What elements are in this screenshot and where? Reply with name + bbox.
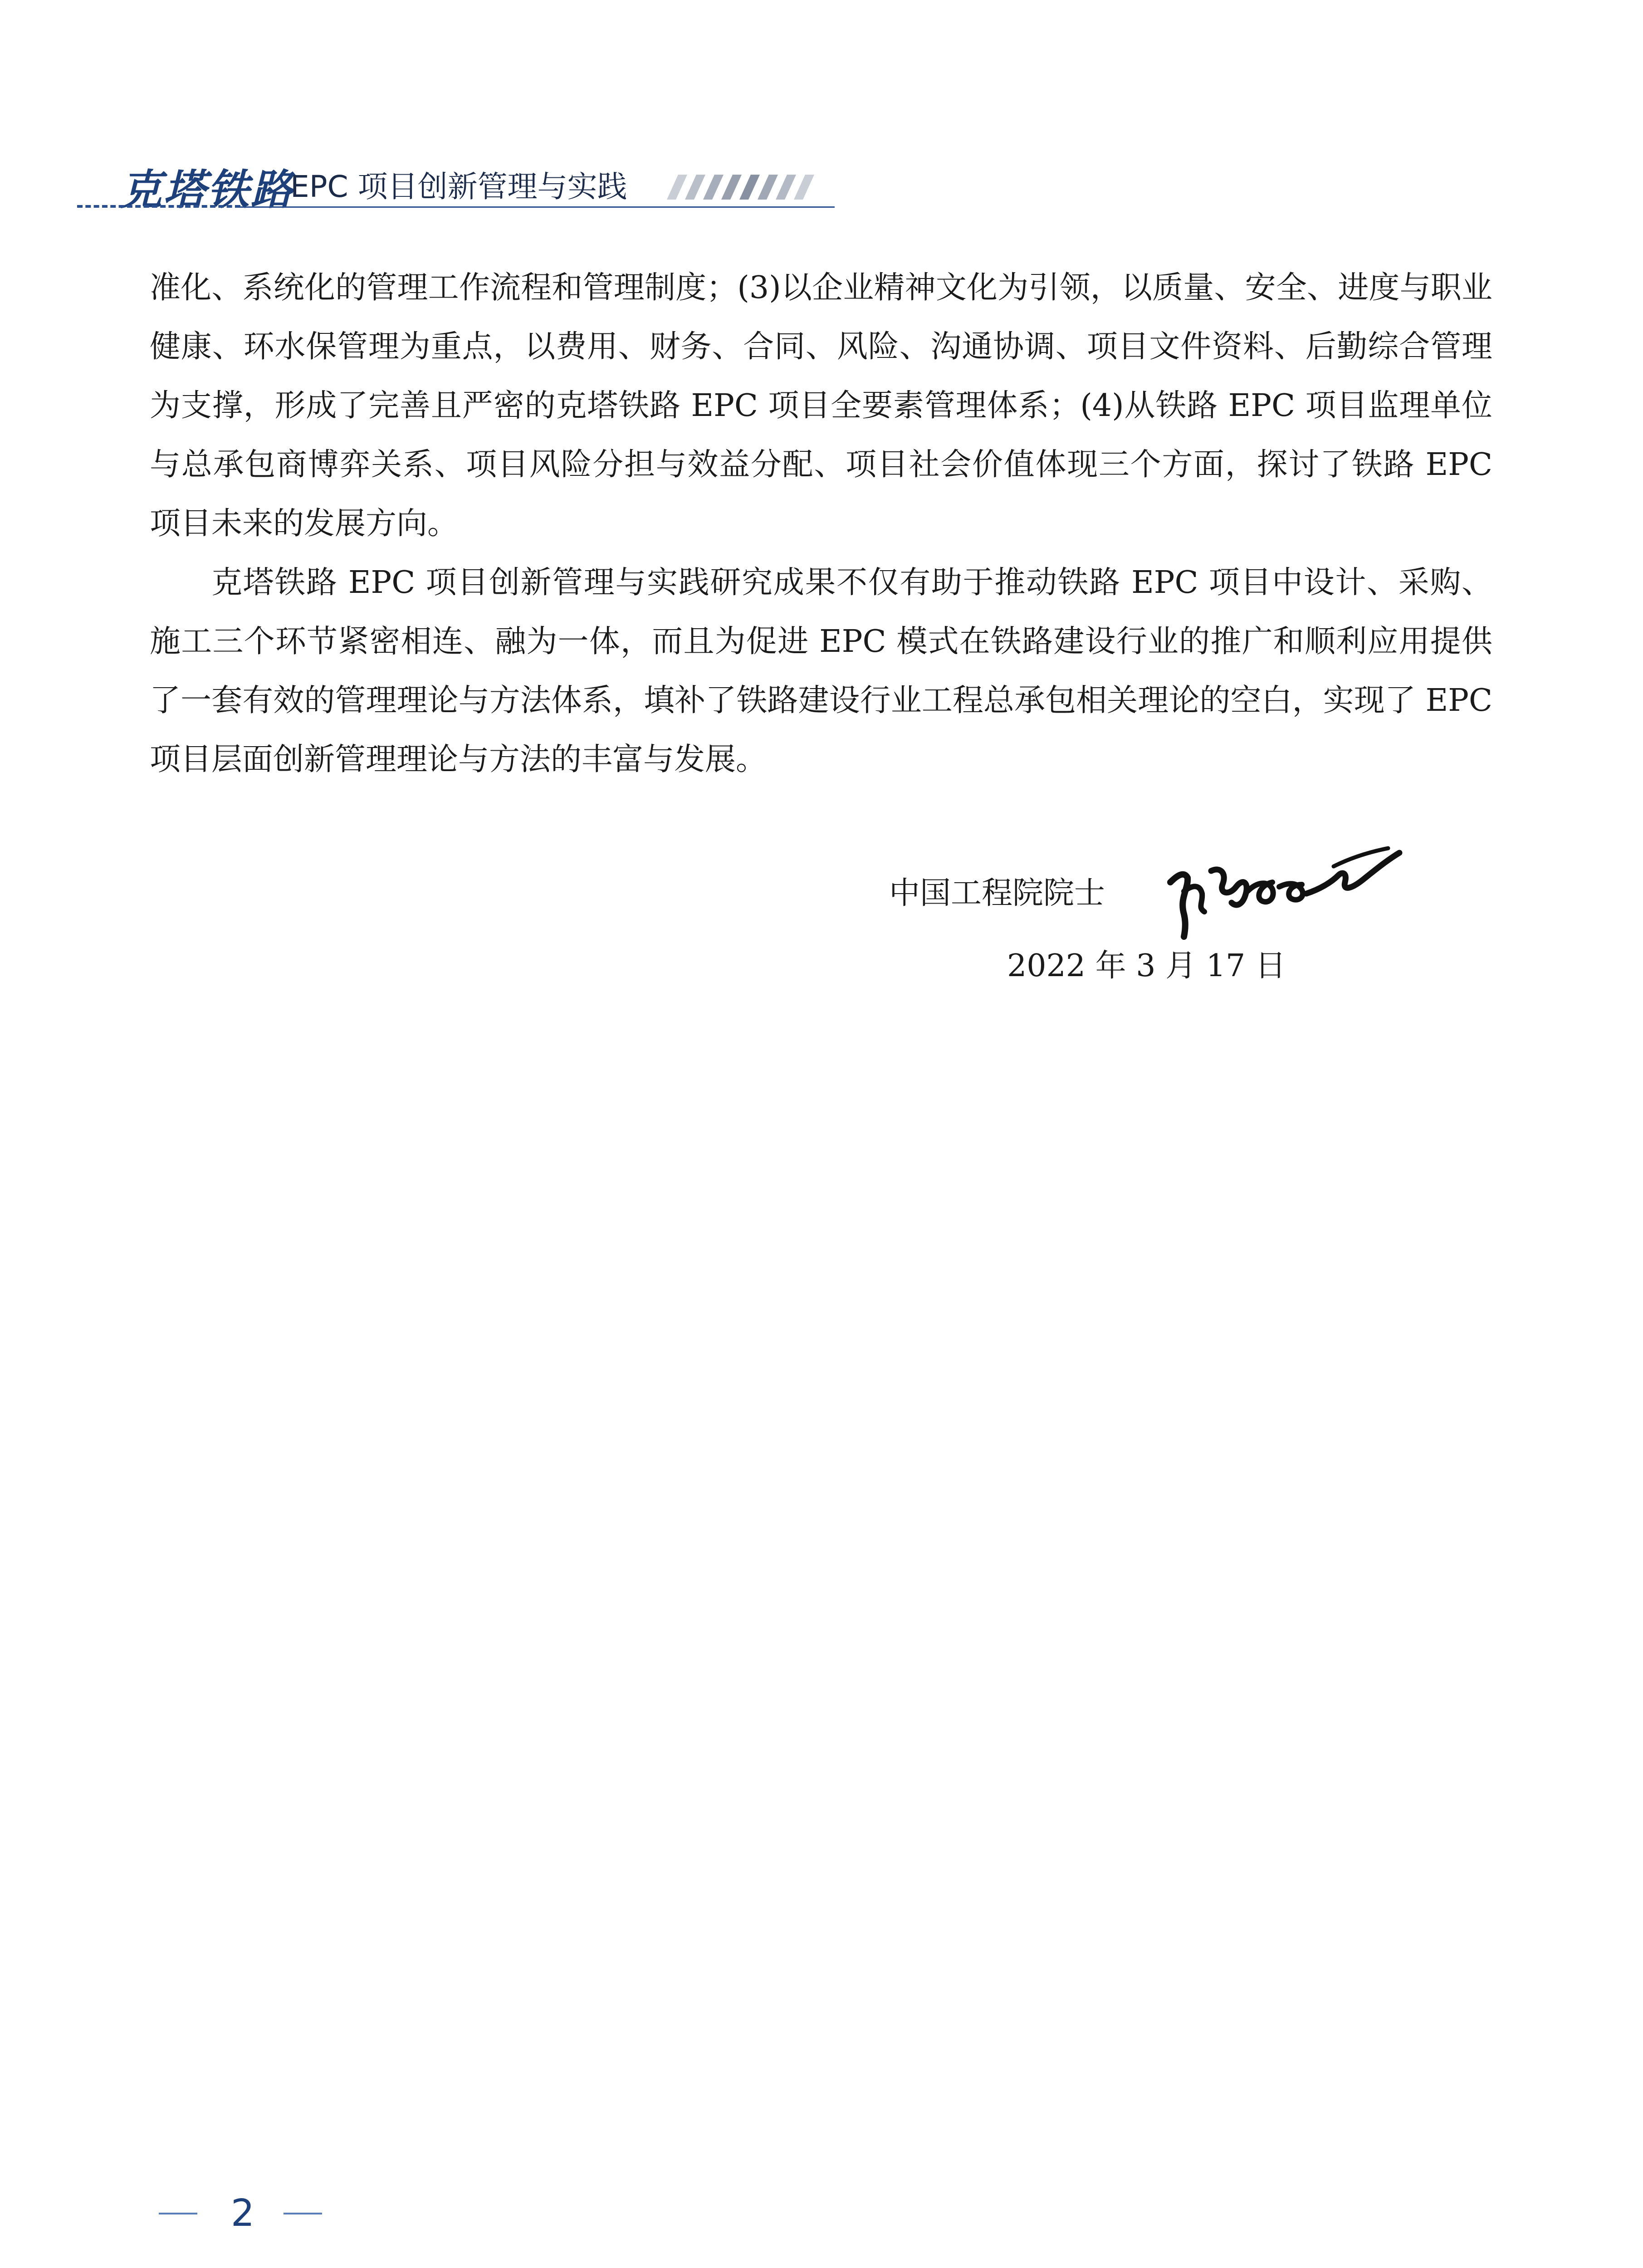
page-number: 2 [230,2192,255,2235]
header-thin-rule [240,206,835,208]
footer-dash-right [284,2213,322,2214]
header-stripes-decoration [653,175,821,200]
header-book-title: 克塔铁路 [120,165,295,214]
footer-dash-left [159,2213,197,2214]
handwritten-signature [1152,839,1406,943]
signatory-title: 中国工程院院士 [889,875,1105,911]
header-dashed-rule [77,205,240,208]
body-text [150,259,1492,789]
page-footer [159,2191,340,2236]
running-header [77,150,758,222]
header-book-subtitle: EPC 项目创新管理与实践 [290,169,627,204]
paragraph-continued: 准化、系统化的管理工作流程和管理制度；(3)以企业精神文化为引领，以质量、安全、进度与职业健康、环水保管理为重点，以费用、财务、合同、风险、沟通协调、项目文件资料、后勤综合管理为支撑，形成了完善且严密的克塔铁路 EPC 项目全要素管理体系；(4)从铁路 EPC 项目监理单位与总承包商博弈关系、项目风险分担与效益分配、项目社会价值体现三个方面，探讨了铁路 EPC 项目未来的发展方向。 [150,270,1492,542]
paragraph-conclusion: 克塔铁路 EPC 项目创新管理与实践研究成果不仅有助于推动铁路 EPC 项目中设计、采购、施工三个环节紧密相连、融为一体，而且为促进 EPC 模式在铁路建设行业的推广和顺利应用提供了一套有效的管理理论与方法体系，填补了铁路建设行业工程总承包相关理论的空白，实现了 EPC 项目层面创新管理理论与方法的丰富与发展。 [150,565,1492,777]
signature-date: 2022 年 3 月 17 日 [1007,948,1286,984]
